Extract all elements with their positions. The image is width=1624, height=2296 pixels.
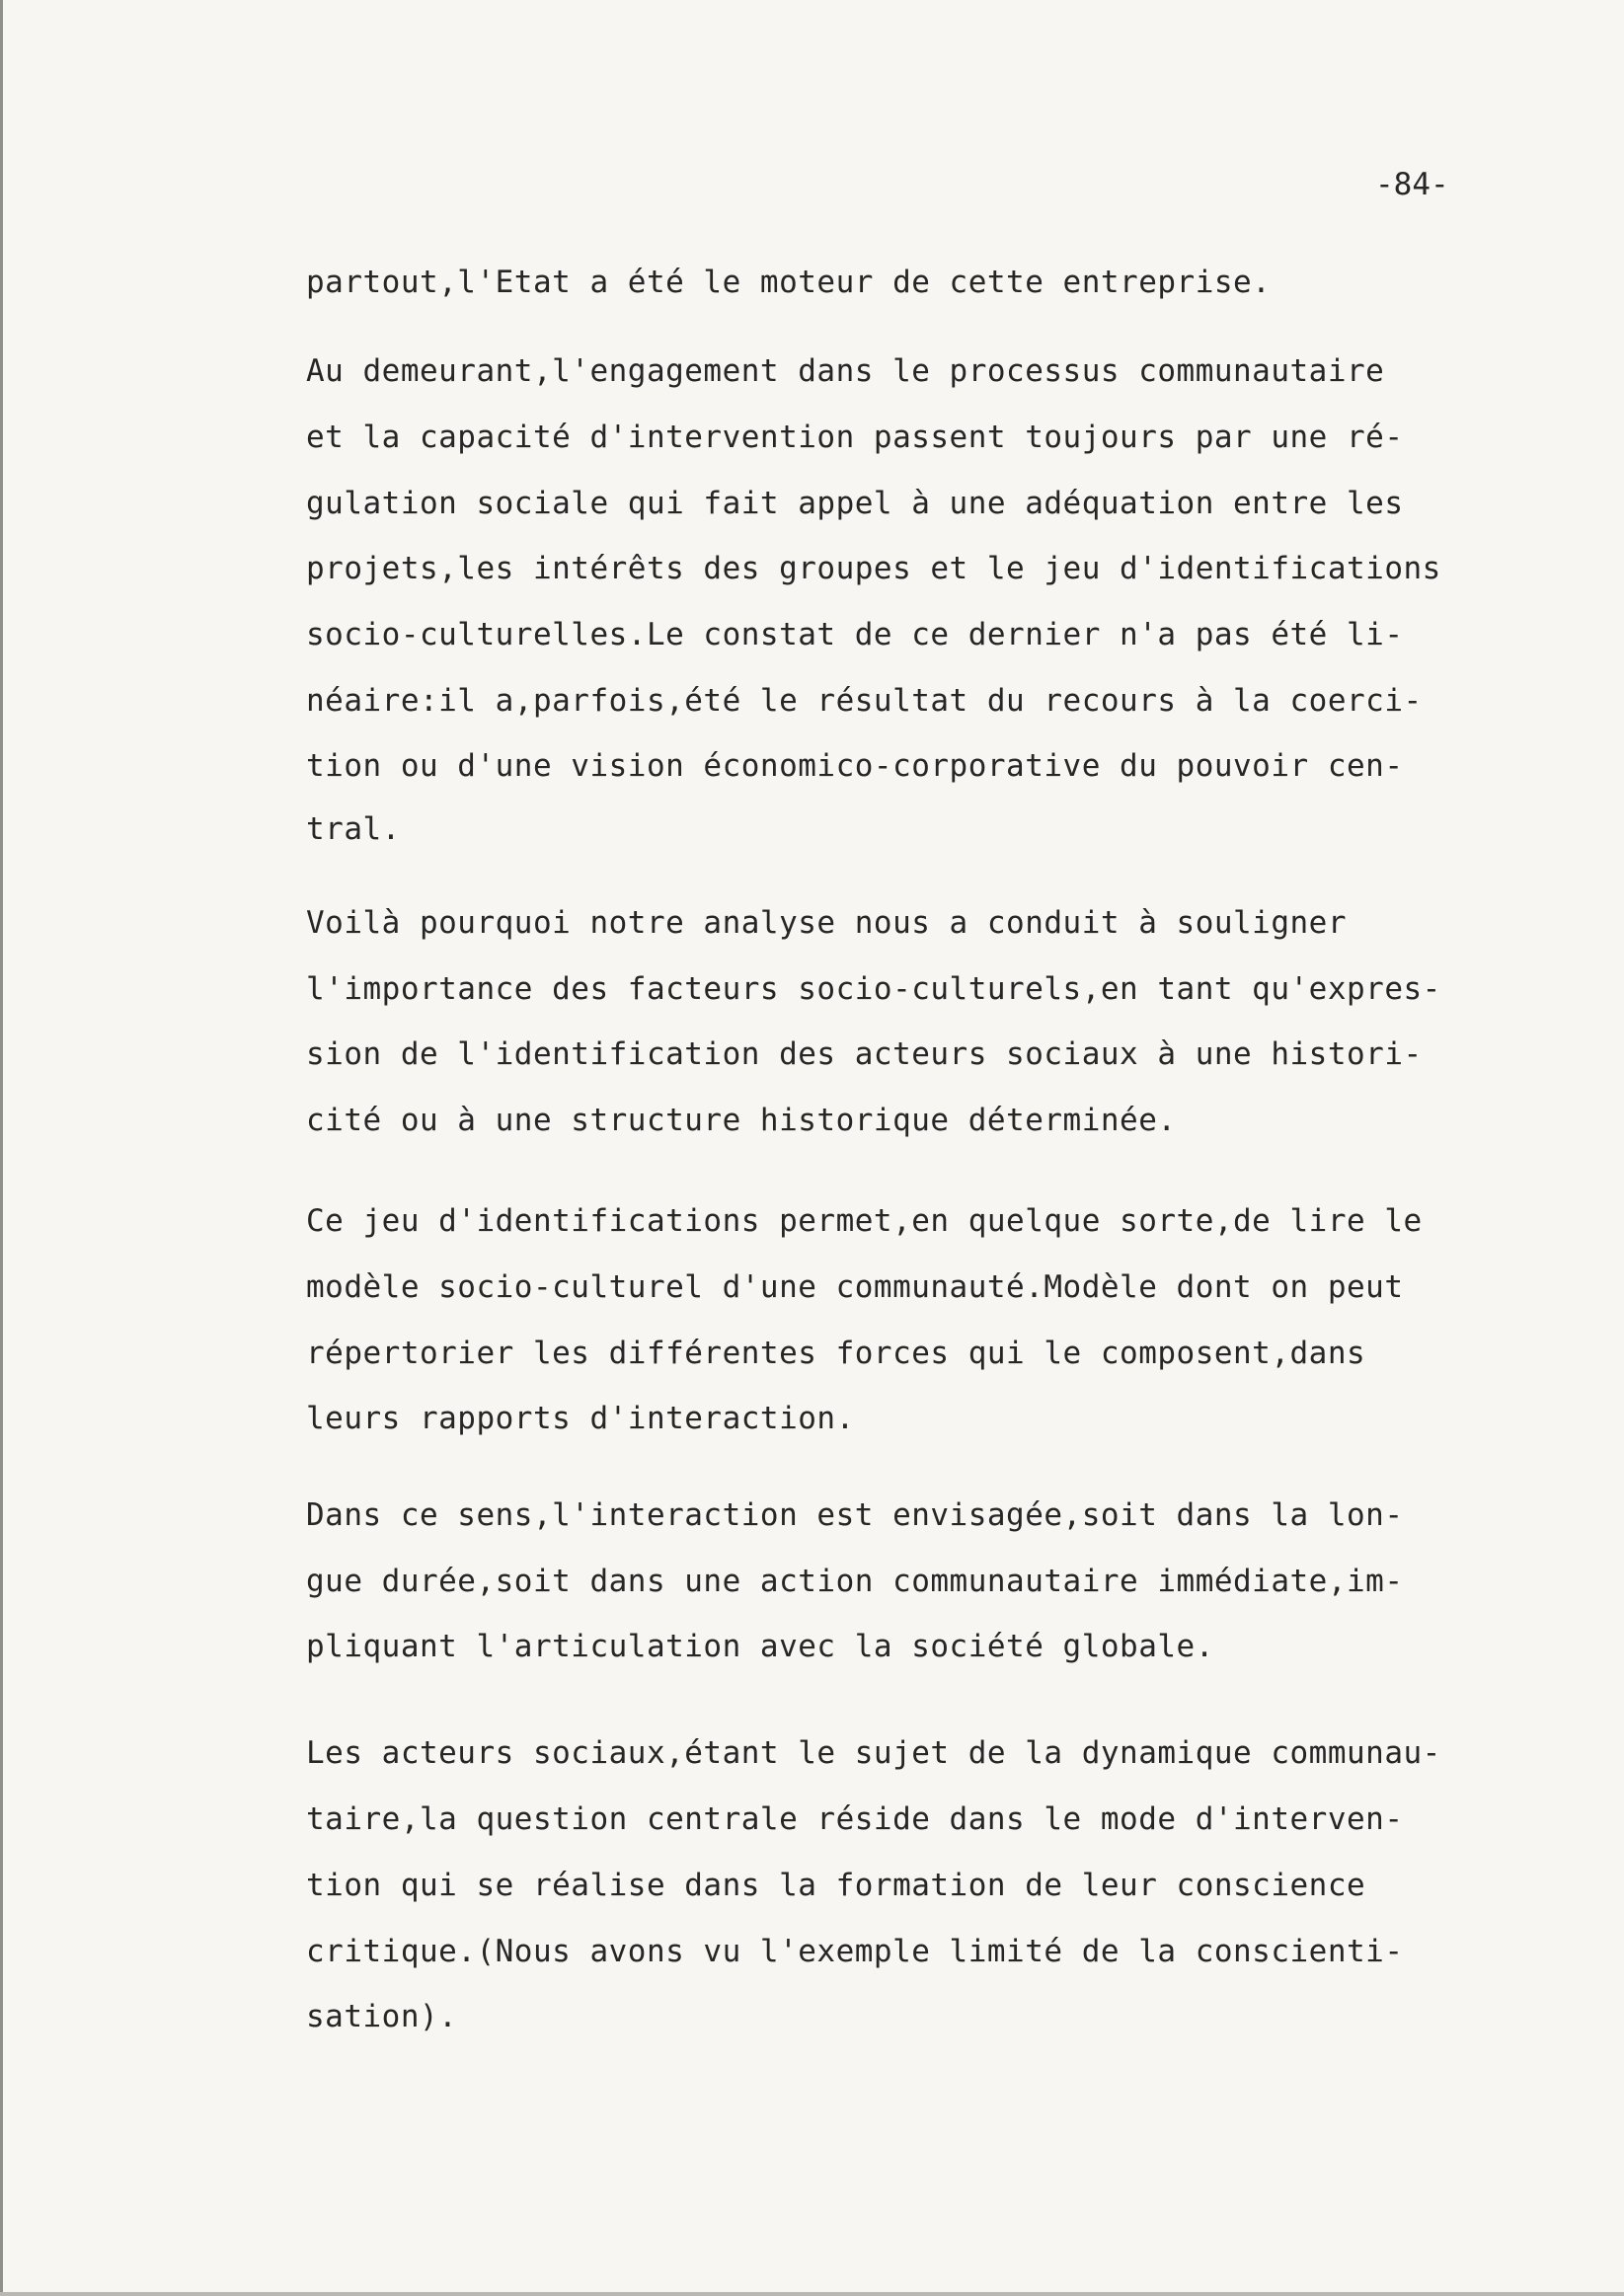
text-line: néaire:il a,parfois,été le résultat du recours à la coerci- bbox=[306, 683, 1423, 719]
text-line: partout,l'Etat a été le moteur de cette entreprise. bbox=[306, 265, 1272, 300]
text-line: socio-culturelles.Le constat de ce dernier n'a pas été li- bbox=[306, 617, 1404, 652]
text-line: pliquant l'articulation avec la société globale. bbox=[306, 1629, 1214, 1664]
text-line: Ce jeu d'identifications permet,en quelque sorte,de lire le bbox=[306, 1203, 1423, 1239]
text-line: taire,la question centrale réside dans le mode d'interven- bbox=[306, 1801, 1404, 1837]
text-line: tion ou d'une vision économico-corporative du pouvoir cen- bbox=[306, 748, 1404, 784]
text-line: cité ou à une structure historique déterminée. bbox=[306, 1103, 1177, 1138]
text-line: et la capacité d'intervention passent toujours par une ré- bbox=[306, 420, 1404, 455]
text-line: répertorier les différentes forces qui le composent,dans bbox=[306, 1336, 1366, 1371]
text-line: Les acteurs sociaux,étant le sujet de la dynamique communau- bbox=[306, 1735, 1441, 1771]
text-line: tion qui se réalise dans la formation de leur conscience bbox=[306, 1868, 1366, 1903]
text-line: Au demeurant,l'engagement dans le processus communautaire bbox=[306, 353, 1385, 389]
text-line: leurs rapports d'interaction. bbox=[306, 1401, 855, 1436]
text-line: gulation sociale qui fait appel à une adéquation entre les bbox=[306, 486, 1404, 521]
text-line: gue durée,soit dans une action communautaire immédiate,im- bbox=[306, 1564, 1404, 1599]
text-line: tral. bbox=[306, 811, 401, 847]
page-number: -84- bbox=[1375, 167, 1449, 202]
text-line: sion de l'identification des acteurs sociaux à une histori- bbox=[306, 1036, 1423, 1072]
scan-left-edge bbox=[0, 0, 3, 2296]
text-line: l'importance des facteurs socio-culturels,en tant qu'expres- bbox=[306, 971, 1441, 1007]
text-line: modèle socio-culturel d'une communauté.Modèle dont on peut bbox=[306, 1269, 1404, 1305]
text-line: sation). bbox=[306, 1999, 458, 2034]
text-line: critique.(Nous avons vu l'exemple limité de la conscienti- bbox=[306, 1934, 1404, 1969]
text-line: Dans ce sens,l'interaction est envisagée,soit dans la lon- bbox=[306, 1497, 1404, 1533]
text-line: projets,les intérêts des groupes et le jeu d'identifications bbox=[306, 551, 1441, 586]
text-line: Voilà pourquoi notre analyse nous a conduit à souligner bbox=[306, 905, 1347, 941]
scan-bottom-edge bbox=[0, 2292, 1624, 2296]
